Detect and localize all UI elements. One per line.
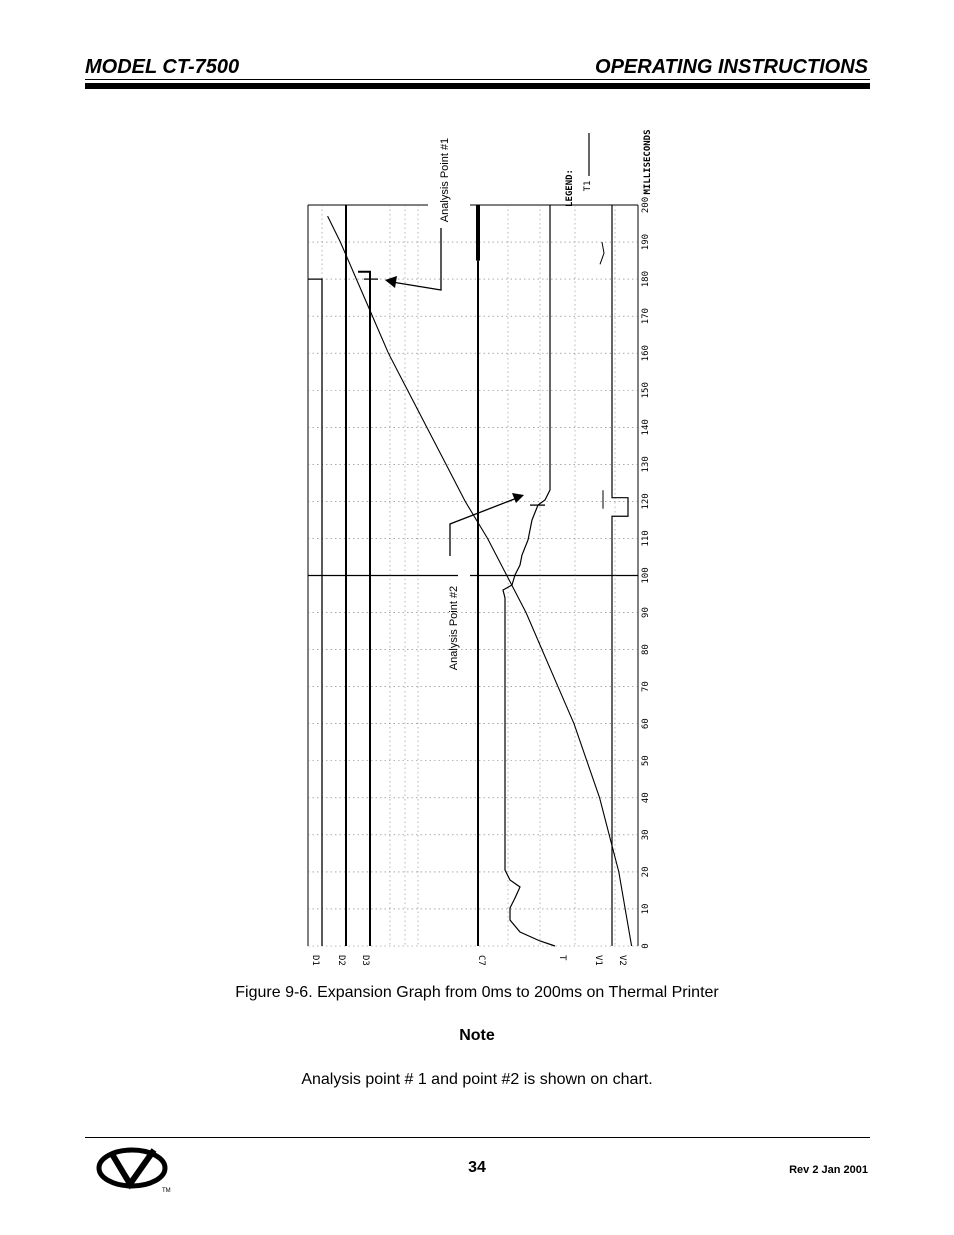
- legend-entry-t1: T1: [583, 180, 593, 192]
- trace-d3: [358, 272, 370, 946]
- tick-label: 90: [641, 607, 651, 618]
- series-t1: [328, 216, 632, 946]
- tick-label: 140: [641, 419, 651, 436]
- chart-legend: [565, 133, 593, 207]
- note-title: Note: [459, 1027, 495, 1044]
- revision-label: Rev 2 Jan 2001: [789, 1164, 868, 1176]
- figure-caption: Figure 9-6. Expansion Graph from 0ms to 200ms on Thermal Printer: [235, 984, 719, 1001]
- annotation-point-2-leader: [450, 498, 517, 556]
- annotation-point-2-label: Analysis Point #2: [448, 585, 460, 671]
- annotation-point-1-leader: [392, 228, 441, 290]
- tick-label: 200: [641, 196, 651, 214]
- trace-v1-spike: [600, 242, 604, 264]
- tick-label: 100: [641, 567, 651, 584]
- footer-rule: [85, 1137, 870, 1138]
- channel-label-d3: D3: [360, 955, 370, 966]
- channel-label-t: T: [557, 955, 567, 961]
- annotation-point-1-arrow: [385, 276, 397, 288]
- channel-label-v2: V2: [617, 955, 627, 966]
- tick-label: 30: [641, 829, 651, 841]
- chart-annotations: [364, 138, 545, 670]
- tick-label: 70: [641, 681, 651, 693]
- channel-label-c7: C7: [476, 955, 486, 966]
- chart-grid: [308, 205, 638, 946]
- tick-label: 40: [641, 792, 651, 804]
- annotation-point-2-arrow: [512, 493, 524, 503]
- tick-label: 110: [641, 530, 651, 547]
- channel-label-d2: D2: [336, 955, 346, 966]
- page-number: 34: [468, 1159, 486, 1176]
- tick-label: 60: [641, 718, 651, 730]
- tick-label: 120: [641, 493, 651, 510]
- chart-channel-labels: [310, 955, 627, 966]
- tick-label: 0: [641, 943, 651, 949]
- tick-label: 160: [641, 345, 651, 362]
- channel-label-v1: V1: [593, 955, 603, 966]
- tick-label: 130: [641, 456, 651, 473]
- tick-label: 170: [641, 308, 651, 325]
- logo-trademark: TM: [162, 1188, 171, 1194]
- header-model: MODEL CT-7500: [85, 56, 240, 78]
- trace-d1: [308, 279, 322, 946]
- tick-label: 80: [641, 644, 651, 656]
- header-section: OPERATING INSTRUCTIONS: [595, 56, 868, 78]
- tick-label: 180: [641, 270, 651, 288]
- chart-tick-labels: [641, 129, 653, 948]
- tick-label: 50: [641, 755, 651, 767]
- annotation-point-1-label: Analysis Point #1: [439, 137, 451, 223]
- tick-label: 10: [641, 903, 651, 915]
- tick-label: 20: [641, 866, 651, 878]
- axis-title: MILLISECONDS: [643, 129, 653, 195]
- legend-title: LEGEND:: [565, 169, 575, 207]
- note-body: Analysis point # 1 and point #2 is shown on chart.: [301, 1071, 653, 1088]
- tick-label: 190: [641, 233, 651, 251]
- channel-label-d1: D1: [310, 955, 320, 966]
- tick-label: 150: [641, 382, 651, 399]
